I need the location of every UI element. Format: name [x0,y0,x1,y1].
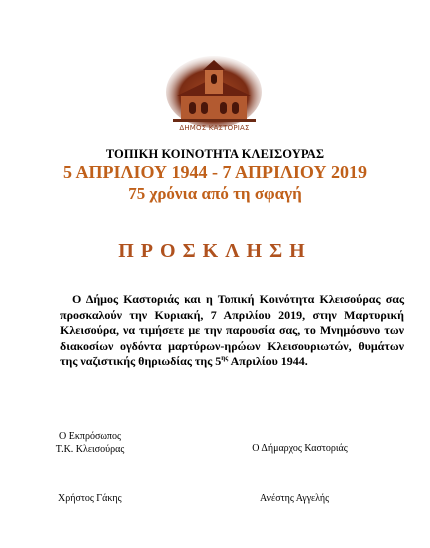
invitation-title: ΠΡΟΣΚΛΗΣΗ [118,240,312,262]
logo-caption: ΔΗΜΟΣ ΚΑΣΤΟΡΙΑΣ [179,124,250,132]
invitation-body [60,292,404,370]
event-dates: 5 ΑΠΡΙΛΙΟΥ 1944 - 7 ΑΠΡΙΛΙΟΥ 2019 [63,162,367,182]
signer-left-name: Χρήστος Γάκης [58,493,122,504]
body-superscript: ης [221,354,229,362]
left-title-line-2: Τ.Κ. Κλεισούρας [55,444,125,455]
body-text-main: Ο Δήμος Καστοριάς και η Τοπική Κοινότητα Κλεισούρας σας προσκαλούν την Κυριακή, 7 Απριλίου 2019, στην Μαρτυρική Κλεισούρα, να τιμήσετε με την παρουσία σας, το Μνημόσυνο των διακοσίων ογδόντα μαρτύρων-ηρώων Κλεισουριωτών, θυμάτων της ναζιστικής θηριωδίας της 5 [60,292,404,368]
signer-right-name: Ανέστης Αγγελής [260,493,330,504]
signature-left-title [50,430,130,456]
body-text-tail: Απριλίου 1944. [228,354,308,368]
left-title-line-1: Ο Εκπρόσωπος [59,431,121,442]
signature-right-title: Ο Δήμαρχος Καστοριάς [252,443,348,454]
anniversary-line: 75 χρόνια από τη σφαγή [128,184,302,203]
community-name: ΤΟΠΙΚΗ ΚΟΙΝΟΤΗΤΑ ΚΛΕΙΣΟΥΡΑΣ [105,147,325,161]
